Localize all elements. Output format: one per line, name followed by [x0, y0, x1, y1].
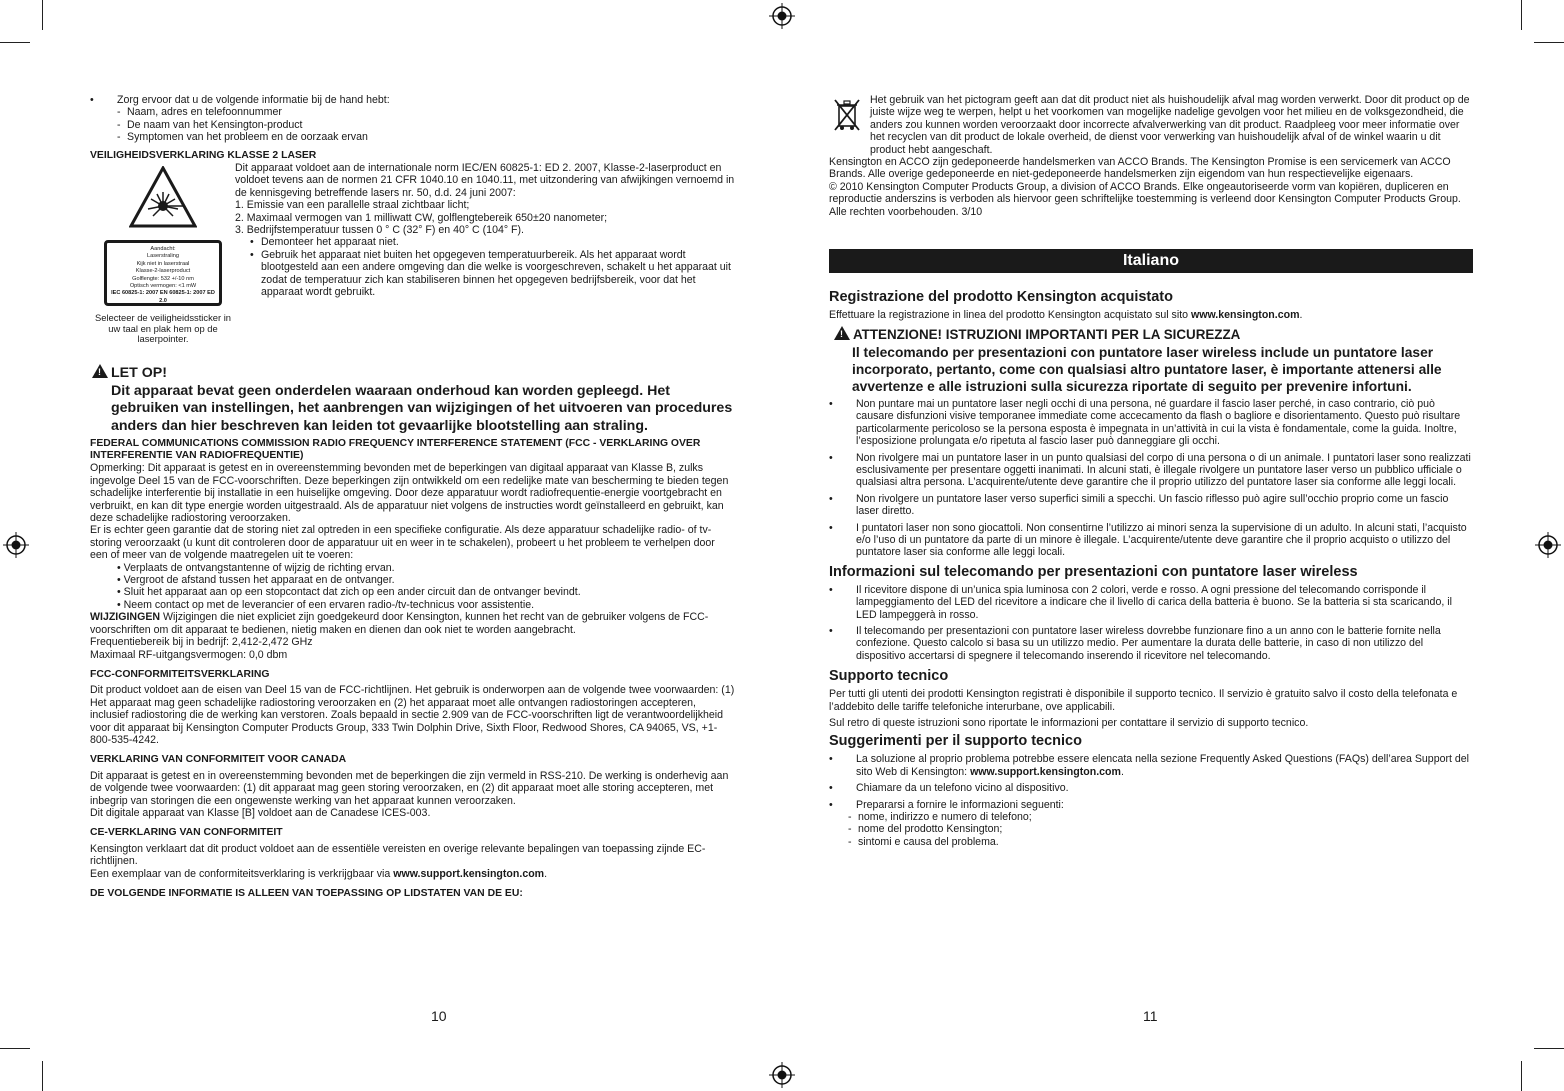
- frequency-range: Frequentiebereik bij in bedrijf: 2,412-2,472 GHz: [90, 636, 313, 649]
- canada-heading: VERKLARING VAN CONFORMITEIT VOOR CANADA: [90, 754, 347, 766]
- list-item: - De naam van het Kensington-product: [117, 118, 303, 131]
- support-text-2: Sul retro di queste istruzioni sono riportate le informazioni per contattare il servizio di supporto tecnico.: [829, 717, 1309, 729]
- ce-heading: CE-VERKLARING VAN CONFORMITEIT: [90, 827, 283, 839]
- crop-mark: [0, 42, 30, 43]
- fcc-conformity-text: Dit product voldoet aan de eisen van Deel 15 van de FCC-richtlijnen. Het gebruik is onderworpen aan de volgende twee voorwaarden: (1) Het apparaat mag geen schadelijke radiostoring veroorzaken en (2) het apparaat moet alle ontvangen radiostoringen accepteren, inclusief radiostoring die de werking kan verstoren. Zoals bepaald in sectie 2.909 van de FCC-voorschriften ligt de verantwoordelijkheid voor dit apparaat bij Kensington Computer Products Group, 333 Twin Dolphin Drive, Sixth Floor, Redwood Shores, CA 94065, VS, +1-800-535-4242.: [90, 684, 735, 746]
- safety-bullet: • I puntatori laser non sono giocattoli. Non consentirne l’utilizzo ai minori senza la supervisione di un adulto. In alcuni stati, l’acquisto e/o l’uso di un puntatore da parte di un minore è illegale. L’acquirente/utente deve garantire che il proprio acquisto o utilizzo del puntatore laser sia conforme alle leggi locali.: [829, 522, 1473, 559]
- crop-mark: [0, 1048, 30, 1049]
- laser-subbullet: • Gebruik het apparaat niet buiten het opgegeven temperatuurbereik. Als het apparaat wordt blootgesteld aan een andere omgeving dan die welke is voorgeschreven, schakelt u het apparaat uit zodat de temperatuur zich kan stabiliseren binnen het opgegeven bedrijfsbereik, voor dat het apparaat wordt gebruikt.: [250, 249, 735, 299]
- weee-block: [829, 94, 1473, 156]
- support-text: Per tutti gli utenti dei prodotti Kensington registrati è disponibile il supporto tecnico. Il servizio è gratuito salvo il costo della telefonata e l’addebito delle tariffe telefoniche interurbane, ove applicabili.: [829, 688, 1458, 713]
- crop-mark: [42, 1061, 43, 1091]
- laser-point: 1. Emissie van een parallelle straal zichtbaar licht;: [235, 199, 470, 212]
- copyright-text: © 2010 Kensington Computer Products Group, a division of ACCO Brands. Elke ongeautoriseerde vorm van kopiëren, dupliceren en reproductie anderszins is verboden als hiervoor geen schriftelijke toestemming is verleend door Kensington Computer Products Group. Alle rechten voorbehouden. 3/10: [829, 180, 1461, 218]
- safety-sticker: Aandacht: Laserstraling Kijk niet in laserstraal Klasse-2-laserproduct Golflengte: 532 +/-10 nm Optisch vermogen: <1 mW IEC 60825-1: 2007 EN 60825-1: 2007 ED 2.0: [104, 240, 222, 306]
- support-link[interactable]: www.support.kensington.com: [393, 867, 545, 880]
- page-number-right: 11: [1143, 1008, 1158, 1024]
- page-number-left: 10: [431, 1008, 447, 1024]
- left-page: [90, 94, 735, 900]
- laser-heading: VEILIGHEIDSVERKLARING KLASSE 2 LASER: [90, 149, 317, 161]
- info-heading: Informazioni sul telecomando per presentazioni con puntatore laser wireless: [829, 563, 1358, 580]
- language-banner: Italiano: [829, 249, 1473, 273]
- crop-mark: [1534, 1048, 1564, 1049]
- canada-text: Dit apparaat is getest en in overeenstemming bevonden met de beperkingen die zijn vermeld in RSS-210. De werking is onderhevig aan de volgende twee voorwaarden: (1) dit apparaat mag geen storing veroorzaken, en (2) dit apparaat moet alle storing accepteren, met inbegrip van storingen die een ongewenste werking van het apparaat kunnen veroorzaken.: [90, 769, 729, 807]
- tip-bullet: • La soluzione al proprio problema potrebbe essere elencata nella sezione Frequently Asked Questions (FAQs) dell’area Support del sito Web di Kensington: www.support.kensington.com.: [829, 753, 1473, 778]
- laser-section: [90, 162, 735, 356]
- registration-mark-icon: [3, 532, 29, 558]
- registration-mark-icon: [1535, 532, 1561, 558]
- canada-text-2: Dit digitale apparaat van Klasse [B] voldoet aan de Canadese ICES-003.: [90, 806, 431, 819]
- warning-block: [90, 364, 735, 435]
- warning-triangle-icon: !: [834, 326, 850, 340]
- tip-bullet: • Chiamare da un telefono vicino al dispositivo.: [829, 782, 1473, 794]
- tips-heading: Suggerimenti per il supporto tecnico: [829, 733, 1082, 750]
- attention-text: Il telecomando per presentazioni con puntatore laser wireless include un puntatore laser incorporato, pertanto, come con qualsiasi altro puntatore laser, è importante attenersi alle avvertenze e alle istruzioni sulla sicurezza riportate di seguito per prevenire infortuni.: [852, 344, 1442, 394]
- weee-bin-icon: [833, 98, 861, 132]
- warning-text: Dit apparaat bevat geen onderdelen waaraan onderhoud kan worden gepleegd. Het gebruiken van instellingen, het aanbrengen van wijzigingen of het uitvoeren van procedures anders dan hier beschreven kan leiden tot gevaarlijke blootstelling aan straling.: [111, 382, 733, 434]
- trademark-text: Kensington en ACCO zijn gedeponeerde handelsmerken van ACCO Brands. The Kensington Promise is een servicemerk van ACCO Brands. Alle overige gedeponeerde en niet-gedeponeerde handelsmerken zijn eigendom van hun respectievelijke eigenaars.: [829, 156, 1451, 181]
- rf-power: Maximaal RF-uitgangsvermogen: 0,0 dbm: [90, 648, 288, 661]
- laser-text: Dit apparaat voldoet aan de internationale norm IEC/EN 60825-1: ED 2. 2007, Klasse-2-laserproduct en voldoet tevens aan de normen 21 CFR 1040.10 en 1040.11, met uitzondering van afwijkingen vernoemd in de kennisgeving betreffende lasers nr. 50, d.d. 24 juni 2007:: [235, 162, 735, 199]
- list-item: - nome, indirizzo e numero di telefono;: [848, 811, 1032, 824]
- weee-text: Het gebruik van het pictogram geeft aan dat dit product niet als huishoudelijk afval mag worden verwerkt. Door dit product op de juiste wijze weg te werpen, helpt u het voorkomen van mogelijke nadelige gevolgen voor het milieu en de volksgezondheid, die anders zou kunnen worden veroorzaakt door incorrecte afvalverwerking van dit product. Raadpleeg voor meer informatie over het recyclen van dit product de lokale overheid, de dienst voor verwerking van huishoudelijk afval of de winkel waarin u dit product hebt aangeschaft.: [870, 94, 1470, 156]
- sticker-caption: Selecteer de veiligheidssticker in uw taal en plak hem op de laserpointer.: [94, 312, 231, 345]
- safety-bullet: • Non rivolgere mai un puntatore laser in un punto qualsiasi del corpo di una persona o di un animale. I puntatori laser sono realizzati esclusivamente per presentare oggetti inanimati. In alcuni stati, è illegale rivolgere un puntatore laser verso un pubblico ufficiale o qualsiasi altra persona. L’acquirente/utente deve garantire che il proprio utilizzo del puntatore laser sia conforme alle leggi locali.: [829, 452, 1473, 489]
- attention-title: ! ATTENZIONE! ISTRUZIONI IMPORTANTI PER LA SICUREZZA: [834, 326, 1473, 343]
- support-site-link[interactable]: www.support.kensington.com: [970, 765, 1121, 778]
- fcc-measure: • Vergroot de afstand tussen het apparaat en de ontvanger.: [117, 574, 395, 587]
- warning-triangle-icon: !: [92, 364, 108, 378]
- ce-text-2: Een exemplaar van de conformiteitsverklaring is verkrijgbaar via www.support.kensington.com.: [90, 867, 548, 880]
- registration-mark-icon: [769, 1062, 795, 1088]
- safety-bullet: • Non puntare mai un puntatore laser negli occhi di una persona, né guardare il fascio laser perché, in caso contrario, ciò può causare disfunzioni visive temporanee immediate come accecamento da flash o bagliore e disorientamento. Questo può risultare particolarmente pericoloso se la persona esposta è impegnata in un’attività in cui la vista è fondamentale, come la guida. Inoltre, l’esposizione prolungata e/o ripetuta al fascio laser può danneggiare gli occhi.: [829, 398, 1473, 448]
- fcc-measure: • Sluit het apparaat aan op een stopcontact dat zich op een ander circuit dan de ontvanger bevindt.: [117, 586, 581, 599]
- list-item: - Symptomen van het probleem en de oorzaak ervan: [117, 131, 368, 144]
- laser-text-block: [235, 162, 735, 298]
- laser-warning-icon: [129, 166, 197, 228]
- info-bullet: • Il ricevitore dispone di un’unica spia luminosa con 2 colori, verde e rosso. A ogni pressione del telecomando corrisponde il lampeggiamento del LED del ricevitore a indicare che il livello di carica della batteria è buono. Se la batteria si sta scaricando, il LED lampeggerà in rosso.: [829, 584, 1473, 621]
- info-bullet: • Il telecomando per presentazioni con puntatore laser wireless dovrebbe funzionare fino a un anno con le batterie fornite nella confezione. Questo calcolo si basa su un utilizzo medio. Per aumentare la durata delle batterie, in caso di non utilizzo del dispositivo accertarsi di spegnere il telecomando inserendo il ricevitore nel telecomando.: [829, 625, 1473, 662]
- crop-mark: [42, 0, 43, 30]
- crop-mark: [1534, 42, 1564, 43]
- list-item: - sintomi e causa del problema.: [848, 835, 999, 848]
- crop-mark: [1521, 0, 1522, 30]
- laser-point: 2. Maximaal vermogen van 1 milliwatt CW, golflengtebereik 650±20 nanometer;: [235, 211, 608, 224]
- registration-mark-icon: [769, 3, 795, 29]
- attention-block: [829, 326, 1473, 394]
- tip-bullet: • Prepararsi a fornire le informazioni seguenti:: [829, 799, 1473, 811]
- fcc-paragraph: Opmerking: Dit apparaat is getest en in overeenstemming bevonden met de beperkingen van digitaal apparaat van Klasse B, zulks ingevolge Deel 15 van de FCC-voorschriften. Deze beperkingen zijn ontwikkeld om een redelijke mate van bescherming te bieden tegen schadelijke interferentie bij installatie in een huiselijke omgeving. Door deze apparatuur wordt radiofrequentie-energie voortgebracht en verbruikt, en kan dit type energie worden uitgestraald. Als de apparatuur niet volgens de instructies wordt geïnstalleerd en gebruikt, kan deze schadelijke radiostoring veroorzaken.: [90, 462, 729, 525]
- laser-subbullet: • Demonteer het apparaat niet.: [250, 236, 735, 248]
- intro-bullet: • Zorg ervoor dat u de volgende informatie bij de hand hebt:: [90, 94, 735, 106]
- ce-text: Kensington verklaart dat dit product voldoet aan de essentiële vereisten en overige relevante bepalingen van toepassing zijnde EC-richtlijnen.: [90, 842, 706, 868]
- list-item: - Naam, adres en telefoonnummer: [117, 106, 282, 119]
- changes-paragraph: WIJZIGINGEN Wijzigingen die niet expliciet zijn goedgekeurd door Kensington, kunnen het recht van de gebruiker volgens de FCC-voorschriften om dit apparaat te bedienen, nietig maken en dienen dan ook niet te worden aangebracht.: [90, 611, 709, 636]
- registration-text: Effettuare la registrazione in linea del prodotto Kensington acquistato sul sito www.kensington.com.: [829, 309, 1303, 322]
- warning-title: ! LET OP!: [92, 364, 735, 383]
- support-heading: Supporto tecnico: [829, 668, 949, 685]
- right-page: [829, 94, 1473, 848]
- laser-point: 3. Bedrijfstemperatuur tussen 0 ° C (32° F) en 40° C (104° F).: [235, 224, 524, 237]
- registration-heading: Registrazione del prodotto Kensington acquistato: [829, 289, 1173, 306]
- fcc-paragraph: Er is echter geen garantie dat de storing niet zal optreden in een specifieke configuratie. Als deze apparatuur schadelijke radio- of tv-storing veroorzaakt (u kunt dit controleren door de apparatuur uit en weer in te schakelen), probeert u het probleem te verhelpen door een of meer van de volgende maatregelen uit te voeren:: [90, 524, 715, 562]
- eu-heading: DE VOLGENDE INFORMATIE IS ALLEEN VAN TOEPASSING OP LIDSTATEN VAN DE EU:: [90, 888, 523, 899]
- list-item: - nome del prodotto Kensington;: [848, 823, 1003, 836]
- safety-bullet: • Non rivolgere un puntatore laser verso superfici simili a specchi. Un fascio riflesso può agire sull’occhio proprio come un fascio laser diretto.: [829, 493, 1473, 518]
- kensington-link[interactable]: www.kensington.com: [1190, 309, 1300, 322]
- fcc-measure: • Verplaats de ontvangstantenne of wijzig de richting ervan.: [117, 561, 395, 574]
- fcc-conformity-heading: FCC-CONFORMITEITSVERKLARING: [90, 668, 270, 680]
- crop-mark: [1521, 1061, 1522, 1091]
- fcc-measure: • Neem contact op met de leverancier of een ervaren radio-/tv-technicus voor assistentie.: [117, 598, 535, 611]
- fcc-heading: FEDERAL COMMUNICATIONS COMMISSION RADIO FREQUENCY INTERFERENCE STATEMENT (FCC - VERKLARING OVER INTERFERENTIE VAN RADIOFREQUENTIE): [90, 438, 701, 462]
